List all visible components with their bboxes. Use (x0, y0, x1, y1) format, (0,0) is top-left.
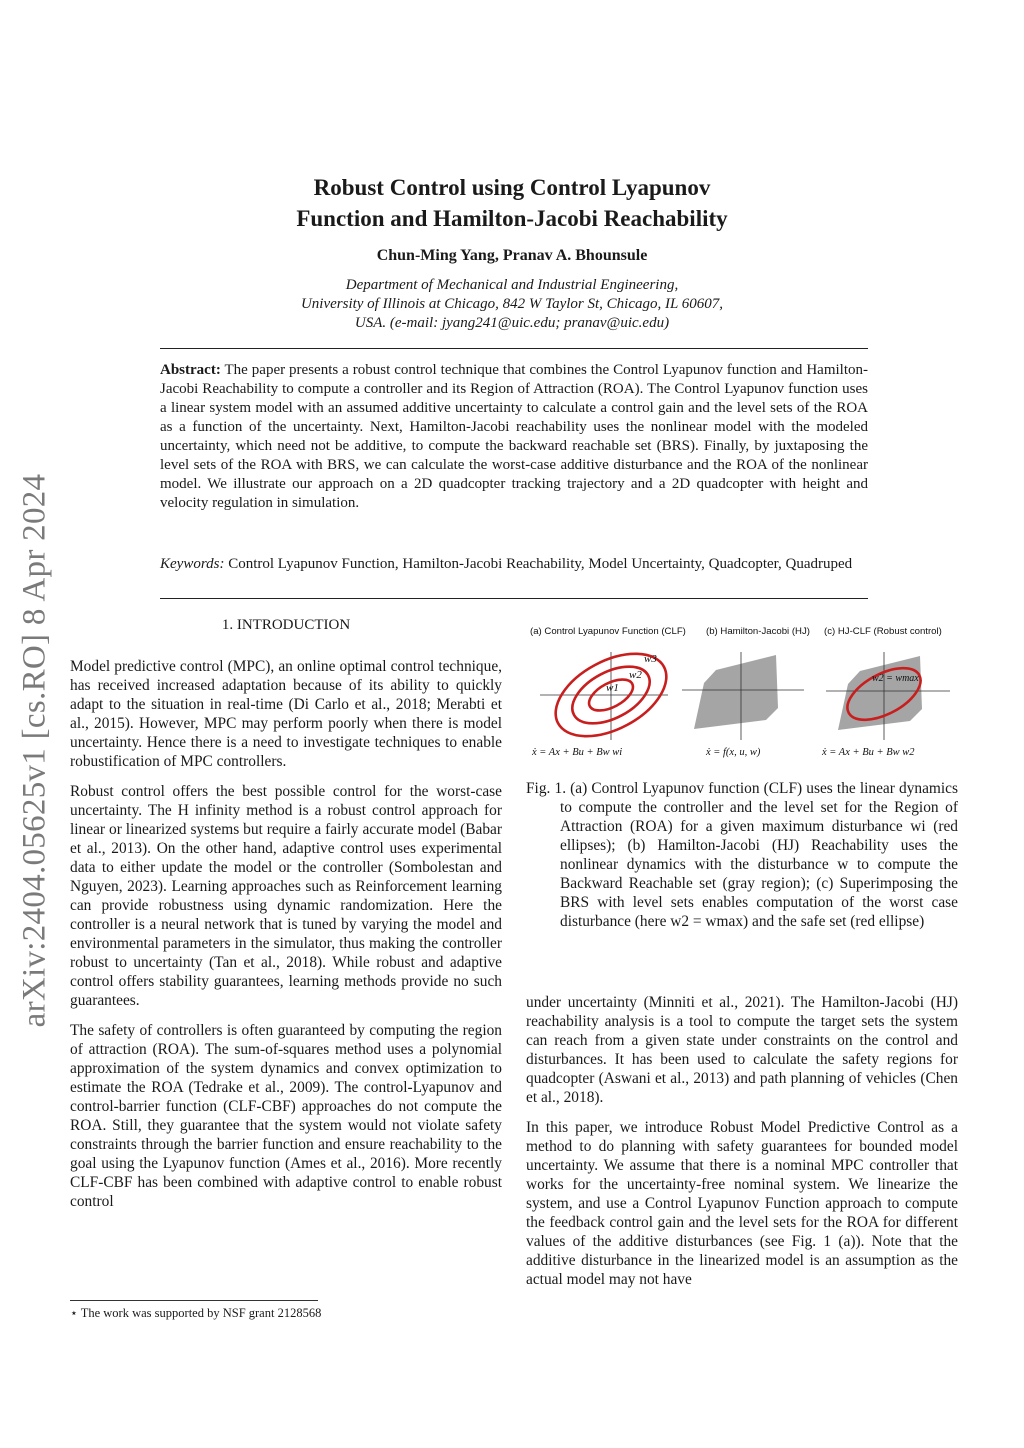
abstract-label: Abstract: (160, 362, 221, 378)
abstract-bottom-rule (160, 598, 868, 599)
right-column (526, 993, 958, 1300)
label-w2-wmax: w2 = wmax (872, 673, 919, 684)
abstract-top-rule (160, 348, 868, 349)
equation-b: ẋ = f(x, u, w) (706, 747, 761, 758)
panel-a-title: (a) Control Lyapunov Function (CLF) (530, 626, 686, 637)
author-list: Chun-Ming Yang, Pranav A. Bhounsule (376, 247, 648, 264)
affiliation (160, 276, 864, 333)
title-line-1: Robust Control using Control Lyapunov (313, 175, 711, 200)
section-heading-introduction: 1. INTRODUCTION (221, 617, 351, 633)
label-w3: w3 (644, 653, 657, 665)
right-paragraph-1: under uncertainty (Minniti et al., 2021). The Hamilton-Jacobi (HJ) reachability analysis is a tool to compute the target sets the system can reach from a given state under constraints on the control and disturbances. It has been used to calculate the safety regions for quadcopter (Aswani et al., 2013) and path planning of vehicles (Chen et al., 2018). (526, 994, 958, 1106)
right-paragraph-2: In this paper, we introduce Robust Model Predictive Control as a method to do planning with safety guarantees for bounded model uncertainty. We assume that there is a nominal MPC controller that works for the uncertainty-free nominal system. We linearize the system, and use a Control Lyapunov Function approach to compute the feedback control gain and the level sets for the ROA for different values of the additive disturbances (see Fig. 1 (a)). Note that the additive disturbance in the linearized model is an assumption as the actual model may not have (526, 1119, 958, 1288)
panel-b (682, 652, 804, 758)
arxiv-identifier-text: arXiv:2404.05625v1 [cs.RO] 8 Apr 2024 (16, 473, 53, 1027)
intro-paragraph-1: Model predictive control (MPC), an online optimal control technique, has received increased adaptation because of its ability to quickly adapt to the situation in real-time (Di Carlo et al., 2018; Merabti et al., 2015). However, MPC may perform poorly when there is model uncertainty. Hence there is a need to investigate techniques to enable robustification of MPC controllers. (70, 658, 502, 770)
equation-a: ẋ = Ax + Bu + Bw wi (532, 747, 623, 758)
panel-c (821, 652, 950, 758)
panel-b-title: (b) Hamilton-Jacobi (HJ) (706, 626, 810, 637)
affiliation-line-1: Department of Mechanical and Industrial Engineering, (345, 277, 679, 293)
panel-c-title: (c) HJ-CLF (Robust control) (824, 626, 942, 637)
figure-1-graphic (526, 618, 958, 768)
keywords (160, 555, 868, 574)
abstract-text: The paper presents a robust control technique that combines the Control Lyapunov function and Hamilton-Jacobi Reachability to compute a controller and its Region of Attraction (ROA). The Control Lyapunov function uses a linear system model with an assumed additive uncertainty to calculate a control gain and the level sets of the ROA as a function of the uncertainty. Next, Hamilton-Jacobi reachability uses the nonlinear model with the modeled uncertainty, which need not be additive, to compute the backward reachable set (BRS). Finally, by juxtaposing the level sets of the ROA with BRS, we can calculate the worst-case additive disturbance and the ROA of the nonlinear model. We illustrate our approach on a 2D quadcopter tracking trajectory and a 2D quadcopter with height and velocity regulation in simulation. (160, 362, 869, 511)
figure-1 (526, 618, 958, 768)
keywords-text: Control Lyapunov Function, Hamilton-Jacobi Reachability, Model Uncertainty, Quadcopter, Quadruped (228, 556, 853, 572)
intro-paragraph-3: The safety of controllers is often guaranteed by computing the region of attraction (ROA). The sum-of-squares method uses a polynomial approximation of the system dynamics and convex optimization to estimate the ROA (Tedrake et al., 2009). The control-Lyapunov and control-barrier function (CLF-CBF) approaches do not compute the ROA. Still, they guarantee that the system would not violate safety constraints through the barrier function and ensure reachability to the goal using the Lyapunov function (Ames et al., 2016). More recently CLF-CBF has been combined with adaptive control to enable robust control (70, 1022, 502, 1210)
reachable-set-region (694, 655, 778, 729)
affiliation-line-2: University of Illinois at Chicago, 842 W Taylor St, Chicago, IL 60607, (300, 296, 724, 312)
affiliation-line-3: USA. (e-mail: jyang241@uic.edu; pranav@uic.edu) (354, 315, 670, 331)
label-w1: w1 (606, 682, 619, 694)
figure-1-caption: Fig. 1. (a) Control Lyapunov function (CLF) uses the linear dynamics to compute the controller and the level set for the Region of Attraction (ROA) for a given maximum disturbance wi (red ellipses); (b) Hamilton-Jacobi (HJ) Reachability uses the nonlinear dynamics with the disturbance w to compute the Backward Reachable set (gray region); (c) Superimposing the BRS with level sets enables computation of the worst case disturbance (here w2 = wmax) and the safe set (red ellipse) (526, 780, 958, 930)
intro-paragraph-2: Robust control offers the best possible control for the worst-case uncertainty. The H infinity method is a robust control approach for linear or linearized systems but require a fairly accurate model (Babar et al., 2013). On the other hand, adaptive control uses experimental data to either update the model or the controller (Sombolestan and Nguyen, 2023). Learning approaches such as Reinforcement learning can provide robustness using dynamic randomization. Here the controller is a neural network that is tuned by varying the model and environmental parameters in the simulator, thus making the controller robust to uncertainty (Tan et al., 2018). While robust and adaptive control offers stability guarantees, learning methods provide no such guarantees. (70, 783, 502, 1009)
keywords-label: Keywords: (160, 556, 225, 572)
label-w2: w2 (629, 669, 642, 681)
title-line-2: Function and Hamilton-Jacobi Reachability (296, 206, 728, 231)
arxiv-identifier (5, 455, 65, 1045)
equation-c: ẋ = Ax + Bu + Bw w2 (822, 747, 915, 758)
footnote: ⋆ The work was supported by NSF grant 2128568 (70, 1306, 322, 1320)
panel-a (531, 637, 680, 758)
paper-title (160, 172, 864, 234)
abstract (160, 361, 868, 513)
left-column (70, 657, 502, 1222)
footnote-rule (70, 1300, 318, 1301)
reachable-set-region-c (838, 656, 922, 730)
